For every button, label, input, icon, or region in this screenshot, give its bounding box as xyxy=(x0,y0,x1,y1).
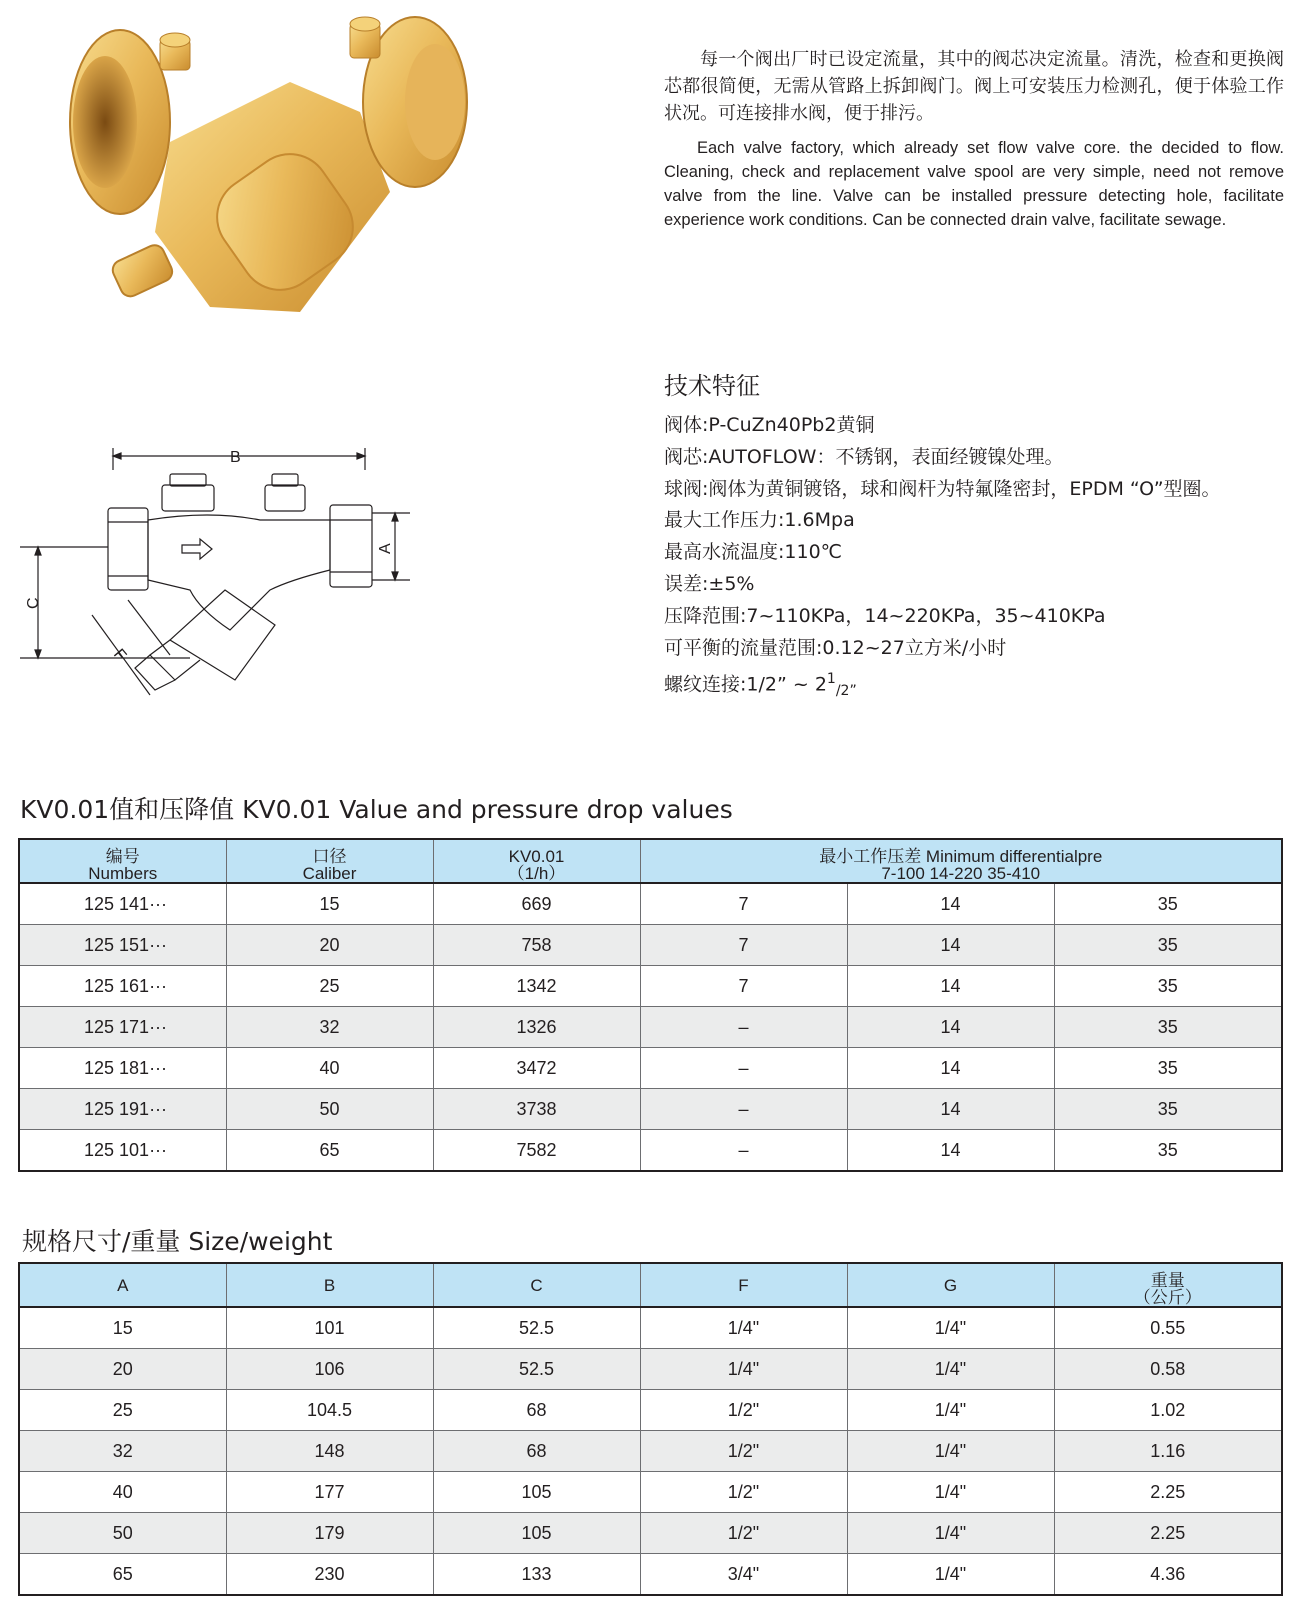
spec-item: 误差:±5% xyxy=(664,572,755,595)
table1-title: KV0.01值和压降值 KV0.01 Value and pressure drop values xyxy=(20,795,733,824)
header-weight: 重量 （公斤） xyxy=(1054,1263,1282,1307)
size-weight-table xyxy=(18,1262,1283,1596)
spec-item: 阀芯:AUTOFLOW：不锈钢，表面经镀镍处理。 xyxy=(664,445,1064,468)
specs-list xyxy=(664,410,1221,708)
spec-item: 最高水流温度:110℃ xyxy=(664,541,843,564)
table-row: 125 191··· 50 3738 – 14 35 xyxy=(19,1089,1282,1130)
table-row: 40 177 105 1/2" 1/4" 2.25 xyxy=(19,1472,1282,1513)
spec-item-thread xyxy=(664,664,1221,708)
label-f: F xyxy=(109,646,130,665)
table-row: 125 161··· 25 1342 7 14 35 xyxy=(19,966,1282,1007)
table-row: 125 101··· 65 7582 – 14 35 xyxy=(19,1130,1282,1172)
table-row: 20 106 52.5 1/4" 1/4" 0.58 xyxy=(19,1349,1282,1390)
header-g: G xyxy=(847,1263,1054,1307)
label-a: A xyxy=(377,543,394,554)
table-row: 25 104.5 68 1/2" 1/4" 1.02 xyxy=(19,1390,1282,1431)
table-row: 125 171··· 32 1326 – 14 35 xyxy=(19,1007,1282,1048)
spec-item: 可平衡的流量范围:0.12~27立方米/小时 xyxy=(664,636,1007,659)
header-diff-pressure: 最小工作压差 Minimum differentialpre 7-100 14-220 35-410 xyxy=(640,839,1282,883)
thread-prefix: 螺纹连接:1/2” ~ 2 xyxy=(664,673,827,696)
intro-english: Each valve factory, which already set flow valve core. the decided to flow. Cleaning, check and replacement valve spool are very simple, need not remove valve from the line. Valve can be installed pressure detecting hole, facilitate experience work conditions. Can be connected drain valve, facilitate sewage. xyxy=(664,139,1284,229)
dimension-drawing xyxy=(10,440,440,720)
kv-table xyxy=(18,838,1283,1172)
thread-sub: /2” xyxy=(835,683,857,700)
header-c: C xyxy=(433,1263,640,1307)
intro-chinese: 每一个阀出厂时已设定流量，其中的阀芯决定流量。清洗，检查和更换阀芯都很简便，无需从管路上拆卸阀门。阀上可安装压力检测孔，便于体验工作状况。可连接排水阀，便于排污。 xyxy=(664,49,1284,124)
header-caliber: 口径 Caliber xyxy=(226,839,433,883)
table-row: 15 101 52.5 1/4" 1/4" 0.55 xyxy=(19,1307,1282,1349)
label-c: C xyxy=(25,597,42,609)
label-b: B xyxy=(230,449,241,466)
valve-photo xyxy=(60,12,480,322)
table-row: 125 141··· 15 669 7 14 35 xyxy=(19,883,1282,925)
header-a: A xyxy=(19,1263,226,1307)
table-row: 125 151··· 20 758 7 14 35 xyxy=(19,925,1282,966)
header-numbers: 编号 Numbers xyxy=(19,839,226,883)
header-kv: KV0.01 （1/h） xyxy=(433,839,640,883)
table-row: 65 230 133 3/4" 1/4" 4.36 xyxy=(19,1554,1282,1596)
spec-item: 球阀:阀体为黄铜镀铬，球和阀杆为特氟隆密封，EPDM “O”型圈。 xyxy=(664,477,1221,500)
header-f: F xyxy=(640,1263,847,1307)
thread-sup: 1 xyxy=(826,671,836,688)
table-row: 125 181··· 40 3472 – 14 35 xyxy=(19,1048,1282,1089)
header-b: B xyxy=(226,1263,433,1307)
spec-item: 阀体:P-CuZn40Pb2黄铜 xyxy=(664,414,875,436)
spec-item: 最大工作压力:1.6Mpa xyxy=(664,509,855,532)
table2-title: 规格尺寸/重量 Size/weight xyxy=(22,1227,333,1256)
table-row: 50 179 105 1/2" 1/4" 2.25 xyxy=(19,1513,1282,1554)
specs-title: 技术特征 xyxy=(664,372,760,400)
spec-item: 压降范围:7~110KPa，14~220KPa，35~410KPa xyxy=(664,604,1106,627)
table-row: 32 148 68 1/2" 1/4" 1.16 xyxy=(19,1431,1282,1472)
